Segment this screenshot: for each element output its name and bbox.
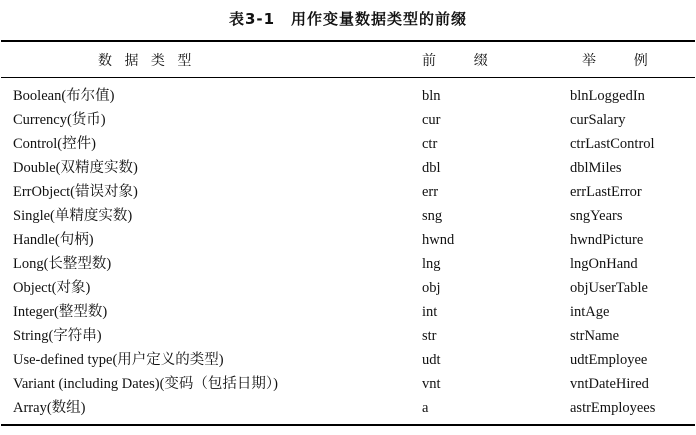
cell-prefix: ctr xyxy=(422,136,438,152)
table-row xyxy=(0,180,696,204)
cell-data-type: Integer(整型数) xyxy=(13,304,108,320)
table-row xyxy=(0,324,696,348)
cell-prefix: lng xyxy=(422,256,441,272)
cell-example: objUserTable xyxy=(570,280,648,296)
cell-prefix: hwnd xyxy=(422,232,455,248)
cell-data-type: Use-defined type(用户定义的类型) xyxy=(13,352,224,368)
table-row xyxy=(0,252,696,276)
table-bottom-rule xyxy=(1,424,695,426)
cell-prefix: str xyxy=(422,328,437,344)
cell-example: astrEmployees xyxy=(570,400,656,416)
cell-example: strName xyxy=(570,328,620,344)
table-row xyxy=(0,372,696,396)
cell-data-type: Control(控件) xyxy=(13,136,96,152)
cell-data-type: Boolean(布尔值) xyxy=(13,88,115,104)
cell-example: hwndPicture xyxy=(570,232,644,248)
column-header-data-type: 数 据 类 型 xyxy=(98,53,196,69)
table-row xyxy=(0,132,696,156)
cell-example: vntDateHired xyxy=(570,376,649,392)
cell-example: lngOnHand xyxy=(570,256,638,272)
cell-data-type: Single(单精度实数) xyxy=(13,208,133,224)
cell-data-type: ErrObject(错误对象) xyxy=(13,184,138,200)
cell-data-type: String(字符串) xyxy=(13,328,102,344)
cell-example: dblMiles xyxy=(570,160,622,176)
cell-prefix: sng xyxy=(422,208,443,224)
table-top-rule xyxy=(1,40,695,42)
column-header-example: 举 例 xyxy=(582,53,652,69)
cell-prefix: bln xyxy=(422,88,441,104)
cell-example: sngYears xyxy=(570,208,623,224)
cell-data-type: Handle(句柄) xyxy=(13,232,94,248)
cell-prefix: obj xyxy=(422,280,441,296)
cell-example: curSalary xyxy=(570,112,626,128)
table-row xyxy=(0,108,696,132)
cell-data-type: Object(对象) xyxy=(13,280,91,296)
cell-example: udtEmployee xyxy=(570,352,648,368)
cell-example: errLastError xyxy=(570,184,642,200)
cell-example: ctrLastControl xyxy=(570,136,655,152)
cell-example: intAge xyxy=(570,304,610,320)
table-row xyxy=(0,348,696,372)
table-header-rule xyxy=(1,77,695,78)
cell-data-type: Long(长整型数) xyxy=(13,256,112,272)
cell-example: blnLoggedIn xyxy=(570,88,645,104)
table-row xyxy=(0,300,696,324)
cell-prefix: dbl xyxy=(422,160,441,176)
cell-data-type: Variant (including Dates)(变码（包括日期）) xyxy=(13,376,278,392)
cell-prefix: udt xyxy=(422,352,441,368)
table-row xyxy=(0,84,696,108)
cell-data-type: Currency(货币) xyxy=(13,112,106,128)
table-row xyxy=(0,156,696,180)
cell-data-type: Array(数组) xyxy=(13,400,86,416)
cell-data-type: Double(双精度实数) xyxy=(13,160,138,176)
table-row xyxy=(0,204,696,228)
cell-prefix: err xyxy=(422,184,439,200)
cell-prefix: int xyxy=(422,304,438,320)
cell-prefix: cur xyxy=(422,112,441,128)
column-header-prefix: 前 缀 xyxy=(422,53,492,69)
table-row xyxy=(0,276,696,300)
table-body xyxy=(0,84,696,420)
table-caption: 表3-1 用作变量数据类型的前缀 xyxy=(228,10,468,28)
cell-prefix: a xyxy=(422,400,429,416)
table-row xyxy=(0,228,696,252)
cell-prefix: vnt xyxy=(422,376,441,392)
table-row xyxy=(0,396,696,420)
